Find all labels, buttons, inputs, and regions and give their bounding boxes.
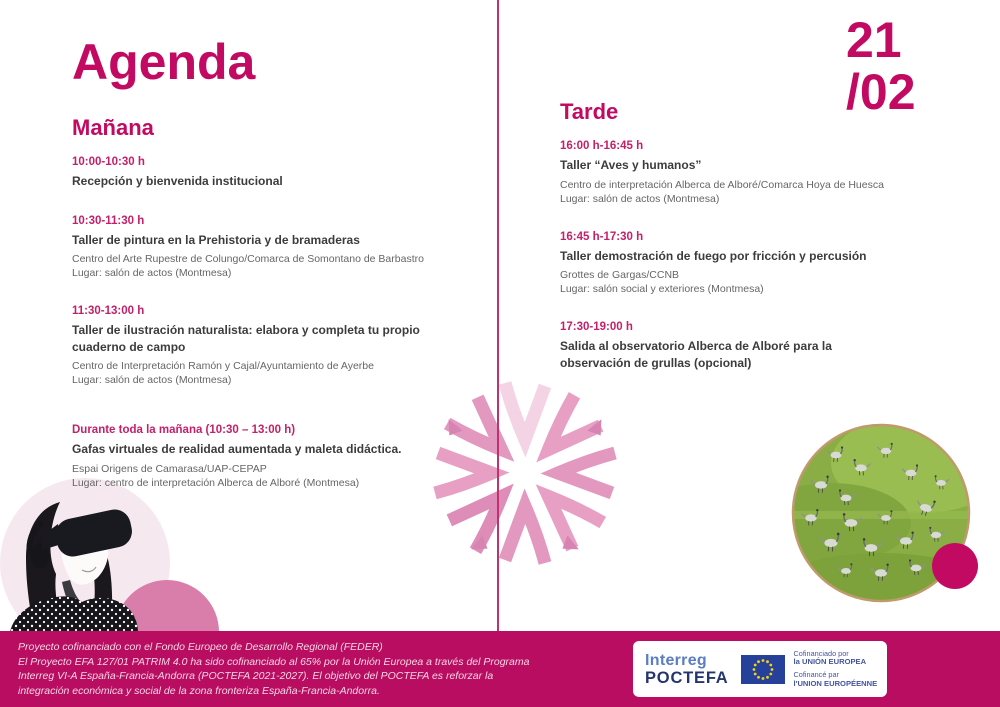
item-detail: Lugar: salón de actos (Montmesa) [72, 267, 232, 279]
schedule-item [72, 155, 492, 190]
event-date-month: /02 [846, 64, 916, 120]
funding-line: El Proyecto EFA 127/01 PATRIM 4.0 ha sido cofinanciado al 65% por la Unión Europea a través del Programa [18, 655, 530, 668]
afternoon-header: Tarde [560, 99, 619, 124]
item-title: Salida al observatorio Alberca de Alboré para la [560, 339, 832, 353]
interreg-label: Interreg [645, 651, 707, 669]
item-detail: Centro de interpretación Alberca de Alboré/Comarca Hoya de Huesca [560, 178, 884, 191]
item-details [560, 268, 890, 296]
item-detail: Grottes de Gargas/CCNB [560, 269, 680, 281]
poctefa-label: POCTEFA [645, 668, 729, 687]
item-time: 17:30-19:00 h [560, 321, 633, 333]
afternoon-items [560, 139, 890, 371]
schedule-item [72, 214, 492, 281]
item-time: Durante toda la mañana (10:30 – 13:00 h) [72, 424, 296, 436]
item-title: Taller demostración de fuego por fricción y percusión [560, 248, 867, 263]
interreg-poctefa-logo [633, 641, 887, 697]
morning-header: Mañana [72, 115, 154, 140]
column-divider-line [497, 0, 499, 631]
item-detail: Centro del Arte Rupestre de Colungo/Comarca de Somontano de Barbastro [72, 253, 424, 265]
item-title: Recepción y bienvenida institucional [72, 174, 283, 188]
footer-band [0, 631, 1000, 707]
event-date [846, 14, 916, 118]
item-details [560, 178, 890, 206]
item-detail: Lugar: salón de actos (Montmesa) [560, 192, 720, 205]
item-details [72, 359, 492, 387]
schedule-item [560, 139, 890, 206]
item-title: Gafas virtuales de realidad aumentada y maleta didáctica. [72, 442, 402, 456]
event-date-day: 21 [846, 12, 902, 68]
item-time: 10:30-11:30 h [72, 214, 145, 227]
afternoon-column [560, 100, 890, 395]
item-title: Taller “Aves y humanos” [560, 158, 702, 172]
cofinanced-text [794, 650, 878, 688]
funding-line: integración económica y social de la zona fronteriza España-Francia-Andorra. [18, 684, 380, 697]
eu-flag-icon [741, 655, 785, 684]
schedule-item [560, 230, 890, 297]
funding-line: Interreg VI-A España-Francia-Andorra (POCTEFA 2021-2027). El objetivo del POCTEFA es reforzar la [18, 670, 494, 682]
schedule-item [72, 304, 492, 387]
funding-line: Proyecto cofinanciado con el Fondo Europeo de Desarrollo Regional (FEDER) [18, 641, 383, 653]
item-time: 11:30-13:00 h [72, 305, 145, 317]
item-details [72, 252, 492, 280]
item-detail: Lugar: salón social y exteriores (Montmesa) [560, 283, 764, 295]
item-title: observación de grullas (opcional) [560, 355, 752, 370]
item-details [72, 462, 492, 490]
schedule-item [560, 320, 890, 371]
cofinanced-es-label: Cofinanciado por [793, 648, 849, 658]
morning-items [72, 155, 492, 490]
item-title: Taller de pintura en la Prehistoria y de bramaderas [72, 232, 360, 247]
funding-text [18, 640, 529, 698]
morning-column [72, 36, 492, 514]
schedule-item [72, 423, 492, 490]
vr-woman-illustration [6, 496, 158, 632]
cofinanced-es-name: la UNIÓN EUROPEA [793, 657, 867, 667]
item-detail: Espai Origens de Camarasa/UAP-CEPAP [72, 462, 267, 475]
item-title: cuaderno de campo [72, 339, 186, 354]
cofinanced-fr-name: l'UNION EUROPÉENNE [793, 678, 878, 688]
item-detail: Centro de Interpretación Ramón y Cajal/Ayuntamiento de Ayerbe [72, 360, 374, 372]
item-time: 10:00-10:30 h [72, 156, 145, 168]
interreg-wordmark [645, 652, 729, 687]
item-title: Taller de ilustración naturalista: elabora y completa tu propio [72, 323, 420, 337]
item-time: 16:00 h-16:45 h [560, 140, 644, 152]
item-detail: Lugar: salón de actos (Montmesa) [72, 374, 232, 386]
item-detail: Lugar: centro de interpretación Alberca de Alboré (Montmesa) [72, 476, 360, 489]
page-title: Agenda [72, 34, 256, 90]
cofinanced-fr-label: Cofinancé par [793, 670, 839, 679]
item-time: 16:45 h-17:30 h [560, 230, 644, 243]
magenta-accent-circle [932, 543, 978, 589]
